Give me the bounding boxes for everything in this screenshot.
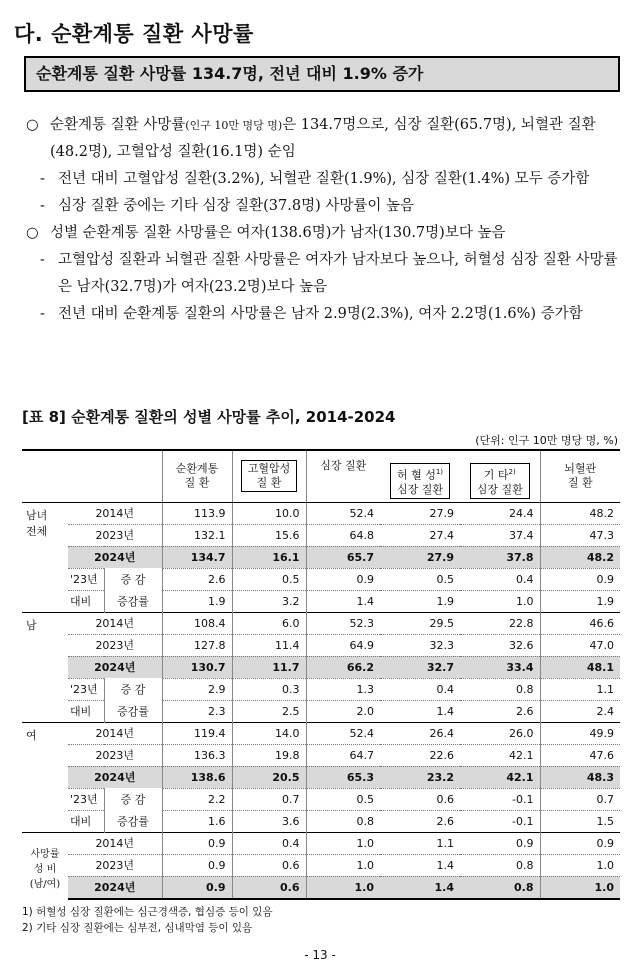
table-cell: 0.6 (380, 788, 460, 810)
footnote-2: 2) 기타 심장 질환에는 심부전, 심내막염 등이 있음 (22, 922, 253, 934)
header-hypertensive: 고혈압성 질 환 (232, 450, 306, 502)
table-cell: 37.4 (460, 524, 540, 546)
table-cell: 19.8 (232, 744, 306, 766)
table-cell: 22.8 (460, 612, 540, 634)
table-cell: 11.7 (232, 656, 306, 678)
table-cell: 49.9 (540, 722, 620, 744)
table-cell: 1.9 (162, 590, 232, 612)
dash-marker: - (40, 306, 45, 322)
table-cell: 0.5 (380, 568, 460, 590)
table-cell: 130.7 (162, 656, 232, 678)
bullet-text: 성별 순환계통 질환 사망률은 여자(138.6명)가 남자(130.7명)보다 높음 (50, 225, 506, 241)
table-row (22, 656, 620, 678)
group-label-line: 성 비 (33, 864, 57, 875)
table-cell: 0.8 (306, 810, 380, 832)
table-cell: 0.9 (162, 876, 232, 899)
table-row (22, 590, 620, 612)
table-cell: 1.0 (540, 854, 620, 876)
table-cell: 0.4 (380, 678, 460, 700)
header-ischemic: 허 혈 성$^{1)}$ 심장 질환 (380, 450, 460, 502)
table-cell: 0.7 (540, 788, 620, 810)
row-compare-type: 증 감 (104, 678, 162, 700)
table-cell: 0.9 (162, 832, 232, 854)
bullet-item (26, 247, 626, 301)
bullet-text: (인구 10만 명당 명) (185, 119, 283, 132)
group-label (22, 832, 68, 899)
row-compare-label: '23년 (68, 678, 104, 700)
table-cell: 6.0 (232, 612, 306, 634)
table-cell: 0.9 (540, 832, 620, 854)
table-cell: 2.4 (540, 700, 620, 722)
table-cell: 138.6 (162, 766, 232, 788)
bullet-item (26, 166, 626, 193)
table-title: [표 8] 순환계통 질환의 성별 사망률 추이, 2014-2024 (22, 408, 396, 426)
table-cell: 47.6 (540, 744, 620, 766)
table-cell: 1.4 (306, 590, 380, 612)
table-cell: 0.3 (232, 678, 306, 700)
table-row (22, 744, 620, 766)
table-cell: 127.8 (162, 634, 232, 656)
row-year: 2023년 (68, 744, 162, 766)
table-cell: 134.7 (162, 546, 232, 568)
table-cell: 48.2 (540, 502, 620, 524)
table-cell: 0.9 (306, 568, 380, 590)
row-year: 2024년 (68, 766, 162, 788)
row-year: 2024년 (68, 656, 162, 678)
table-cell: 1.9 (540, 590, 620, 612)
row-year: 2014년 (68, 832, 162, 854)
table-cell: 1.4 (380, 876, 460, 899)
row-compare-label: 대비 (68, 590, 104, 612)
dash-marker: - (40, 198, 45, 214)
row-year: 2023년 (68, 634, 162, 656)
table-cell: 2.3 (162, 700, 232, 722)
header-other-heart: 기 타$^{2)}$ 심장 질환 (460, 450, 540, 502)
header-heart: 심장 질환 (306, 450, 380, 502)
table-cell: 52.4 (306, 502, 380, 524)
table-cell: 27.9 (380, 502, 460, 524)
table-row (22, 524, 620, 546)
table-cell: 10.0 (232, 502, 306, 524)
table-cell: 1.9 (380, 590, 460, 612)
table-cell: 0.6 (232, 876, 306, 899)
bullet-text: 고혈압성 질환과 뇌혈관 질환 사망률은 여자가 남자보다 높으나, 허혈성 심장 질환 사망률은 남자(32.7명)가 여자(23.2명)보다 높음 (58, 252, 618, 295)
table-cell: 47.3 (540, 524, 620, 546)
table-cell: 42.1 (460, 766, 540, 788)
table-cell: 48.3 (540, 766, 620, 788)
bullet-list (26, 112, 626, 328)
table-cell: 2.6 (380, 810, 460, 832)
table-cell: 14.0 (232, 722, 306, 744)
table-cell: 26.4 (380, 722, 460, 744)
table-cell: 32.6 (460, 634, 540, 656)
table-cell: 136.3 (162, 744, 232, 766)
group-label (22, 502, 68, 612)
bullet-item (26, 112, 626, 166)
table-cell: 52.3 (306, 612, 380, 634)
row-compare-type: 증감률 (104, 700, 162, 722)
table-cell: 29.5 (380, 612, 460, 634)
bullet-text: 심장 질환 중에는 기타 심장 질환(37.8명) 사망률이 높음 (58, 198, 415, 214)
table-row (22, 766, 620, 788)
summary-banner: 순환계통 질환 사망률 134.7명, 전년 대비 1.9% 증가 (24, 56, 620, 92)
table-cell: 113.9 (162, 502, 232, 524)
table-cell: 32.3 (380, 634, 460, 656)
table-cell: 0.4 (232, 832, 306, 854)
table-cell: 108.4 (162, 612, 232, 634)
table-cell: 2.6 (162, 568, 232, 590)
header-blank (22, 450, 162, 502)
table-row (22, 678, 620, 700)
table-cell: 42.1 (460, 744, 540, 766)
table-row (22, 612, 620, 634)
table-row (22, 568, 620, 590)
table-cell: 3.6 (232, 810, 306, 832)
table-cell: 2.6 (460, 700, 540, 722)
circle-marker: ○ (26, 117, 39, 133)
table-row (22, 788, 620, 810)
table-cell: 1.5 (540, 810, 620, 832)
section-title: 다. 순환계통 질환 사망률 (14, 22, 254, 46)
table-cell: 1.0 (540, 876, 620, 899)
table-row (22, 832, 620, 854)
table-cell: 3.2 (232, 590, 306, 612)
table-cell: 15.6 (232, 524, 306, 546)
table-cell: 2.2 (162, 788, 232, 810)
table-cell: 0.5 (232, 568, 306, 590)
row-year: 2024년 (68, 876, 162, 899)
table-cell: 33.4 (460, 656, 540, 678)
table-cell: 1.1 (380, 832, 460, 854)
table-row (22, 854, 620, 876)
dash-marker: - (40, 252, 45, 268)
table-cell: 1.0 (460, 590, 540, 612)
table-cell: 64.9 (306, 634, 380, 656)
table-cell: 27.4 (380, 524, 460, 546)
table-cell: 47.0 (540, 634, 620, 656)
table-cell: 0.7 (232, 788, 306, 810)
table-cell: 119.4 (162, 722, 232, 744)
table-cell: 37.8 (460, 546, 540, 568)
bullet-text: 은 134.7명으로, 심장 질환(65.7명), 뇌혈관 질환(48.2명), 고혈압성 질환(16.1명) 순임 (50, 117, 596, 160)
table-cell: 1.6 (162, 810, 232, 832)
table-cell: 24.4 (460, 502, 540, 524)
table-cell: 0.8 (460, 876, 540, 899)
table-unit: (단위: 인구 10만 명당 명, %) (475, 434, 618, 447)
table-cell: 0.9 (162, 854, 232, 876)
table-cell: 1.0 (306, 854, 380, 876)
row-year: 2014년 (68, 612, 162, 634)
row-year: 2023년 (68, 854, 162, 876)
group-label-line: 여 (26, 728, 37, 742)
header-cerebrovascular: 뇌혈관 질 환 (540, 450, 620, 502)
row-compare-label: 대비 (68, 700, 104, 722)
page-number: - 13 - (304, 948, 336, 962)
table-cell: 52.4 (306, 722, 380, 744)
mortality-table (22, 449, 620, 900)
table-cell: 1.0 (306, 832, 380, 854)
row-compare-label: 대비 (68, 810, 104, 832)
table-cell: 65.3 (306, 766, 380, 788)
group-label (22, 612, 68, 722)
table-cell: 32.7 (380, 656, 460, 678)
table-cell: 0.9 (460, 832, 540, 854)
table-cell: 20.5 (232, 766, 306, 788)
table-cell: 2.9 (162, 678, 232, 700)
group-label-line: 사망률 (30, 849, 60, 860)
table-cell: 0.9 (540, 568, 620, 590)
footnote-1: 1) 허혈성 심장 질환에는 심근경색증, 협심증 등이 있음 (22, 906, 273, 918)
row-year: 2024년 (68, 546, 162, 568)
bullet-text: 전년 대비 순환계통 질환의 사망률은 남자 2.9명(2.3%), 여자 2.2명(1.6%) 증가함 (58, 306, 583, 322)
table-cell: 16.1 (232, 546, 306, 568)
table-cell: 1.0 (306, 876, 380, 899)
row-compare-type: 증 감 (104, 568, 162, 590)
footnotes (22, 904, 272, 936)
table-cell: 66.2 (306, 656, 380, 678)
table-cell: 46.6 (540, 612, 620, 634)
table-cell: 22.6 (380, 744, 460, 766)
group-label-line: 전체 (26, 524, 48, 538)
table-cell: -0.1 (460, 788, 540, 810)
row-compare-type: 증감률 (104, 590, 162, 612)
bullet-item (26, 301, 626, 328)
row-compare-label: '23년 (68, 568, 104, 590)
row-compare-type: 증감률 (104, 810, 162, 832)
table-cell: 0.8 (460, 678, 540, 700)
row-compare-label: '23년 (68, 788, 104, 810)
table-cell: 1.4 (380, 854, 460, 876)
table-row (22, 876, 620, 899)
bullet-item (26, 193, 626, 220)
table-cell: 2.0 (306, 700, 380, 722)
table-cell: 0.8 (460, 854, 540, 876)
table-cell: 26.0 (460, 722, 540, 744)
table-row (22, 502, 620, 524)
group-label-line: (남/여) (29, 879, 61, 890)
table-row (22, 722, 620, 744)
row-year: 2014년 (68, 502, 162, 524)
bullet-item (26, 220, 626, 247)
group-label (22, 722, 68, 832)
table-row (22, 546, 620, 568)
group-label-line: 남 (26, 618, 37, 632)
table-cell: 65.7 (306, 546, 380, 568)
table-cell: 1.3 (306, 678, 380, 700)
table-row (22, 810, 620, 832)
table-row (22, 700, 620, 722)
table-cell: 48.1 (540, 656, 620, 678)
table-cell: 0.5 (306, 788, 380, 810)
dash-marker: - (40, 171, 45, 187)
table-cell: 1.4 (380, 700, 460, 722)
bullet-text: 순환계통 질환 사망률 (50, 117, 186, 133)
row-compare-type: 증 감 (104, 788, 162, 810)
row-year: 2023년 (68, 524, 162, 546)
table-cell: 11.4 (232, 634, 306, 656)
table-cell: 64.7 (306, 744, 380, 766)
table-cell: 27.9 (380, 546, 460, 568)
header-circulatory: 순환계통 질 환 (162, 450, 232, 502)
table-cell: 23.2 (380, 766, 460, 788)
row-year: 2014년 (68, 722, 162, 744)
circle-marker: ○ (26, 225, 39, 241)
table-cell: 2.5 (232, 700, 306, 722)
table-cell: 0.4 (460, 568, 540, 590)
table-cell: 0.6 (232, 854, 306, 876)
table-cell: -0.1 (460, 810, 540, 832)
table-cell: 132.1 (162, 524, 232, 546)
table-cell: 64.8 (306, 524, 380, 546)
table-cell: 48.2 (540, 546, 620, 568)
table-row (22, 634, 620, 656)
table-cell: 1.1 (540, 678, 620, 700)
group-label-line: 남녀 (26, 508, 48, 522)
bullet-text: 전년 대비 고혈압성 질환(3.2%), 뇌혈관 질환(1.9%), 심장 질환(1.4%) 모두 증가함 (58, 171, 590, 187)
